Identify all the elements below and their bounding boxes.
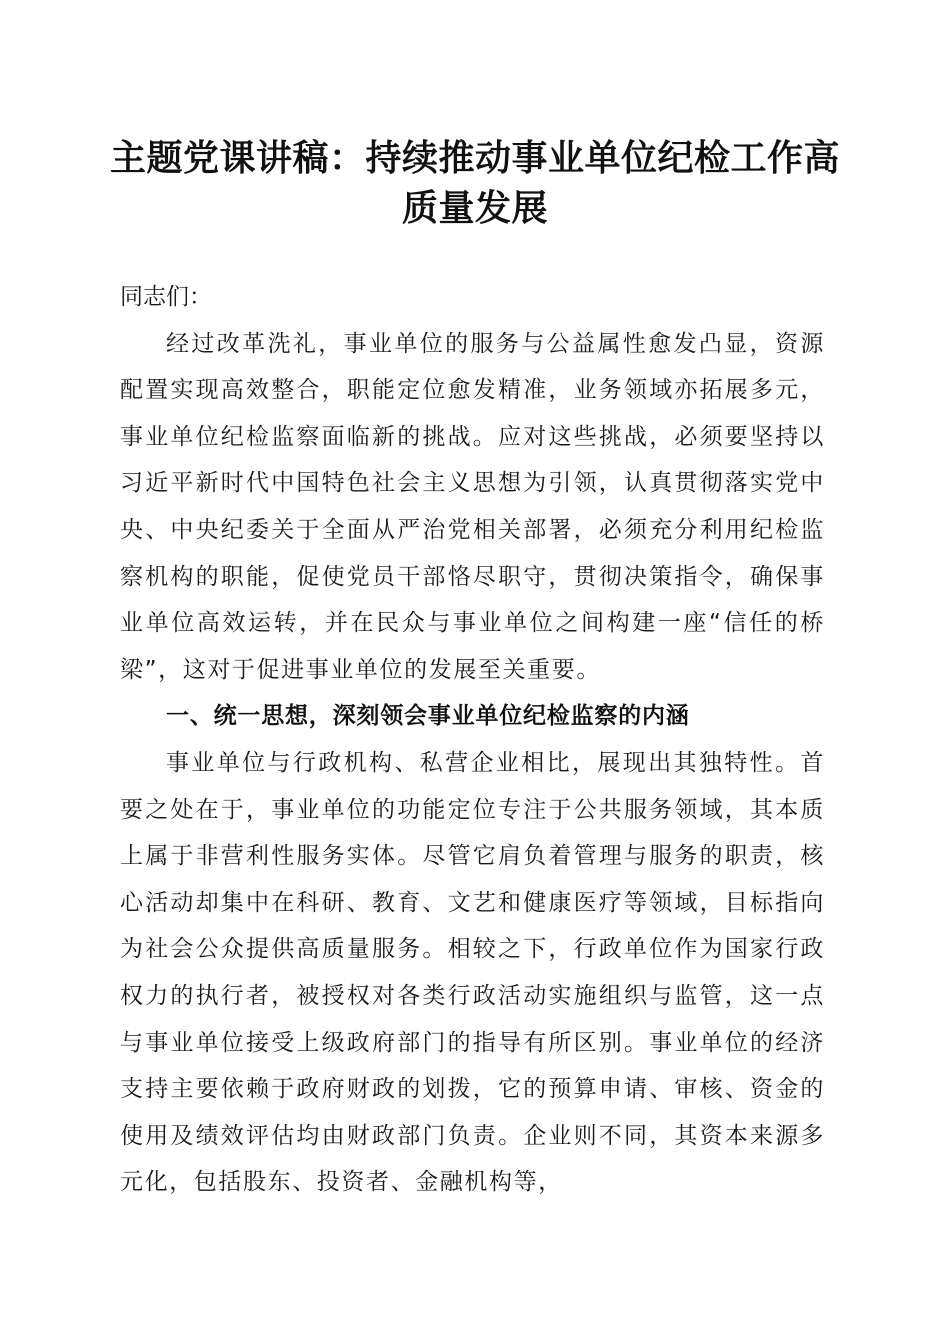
document-title: 主题党课讲稿：持续推动事业单位纪检工作高质量发展 [110,137,841,229]
document-body [120,274,825,1206]
salutation: 同志们： [120,284,212,310]
intro-paragraph: 经过改革洗礼，事业单位的服务与公益属性愈发凸显，资源配置实现高效整合，职能定位愈发精准，业务领域亦拓展多元，事业单位纪检监察面临新的挑战。应对这些挑战，必须要坚持以习近平新时代中国特色社会主义思想为引领，认真贯彻落实党中央、中央纪委关于全面从严治党相关部署，必须充分利用纪检监察机构的职能，促使党员干部恪尽职守，贯彻决策指令，确保事业单位高效运转，并在民众与事业单位之间构建一座“信任的桥梁”，这对于促进事业单位的发展至关重要。 [120,330,825,683]
section-heading: 一、统一思想，深刻领会事业单位纪检监察的内涵 [166,703,690,730]
section-paragraph: 事业单位与行政机构、私营企业相比，展现出其独特性。首要之处在于，事业单位的功能定位专注于公共服务领域，其本质上属于非营利性服务实体。尽管它肩负着管理与服务的职责，核心活动却集中在科研、教育、文艺和健康医疗等领域，目标指向为社会公众提供高质量服务。相较之下，行政单位作为国家行政权力的执行者，被授权对各类行政活动实施组织与监管，这一点与事业单位接受上级政府部门的指导有所区别。事业单位的经济支持主要依赖于政府财政的划拨，它的预算申请、审核、资金的使用及绩效评估均由财政部门负责。企业则不同，其资本来源多元化，包括股东、投资者、金融机构等， [120,749,825,1196]
